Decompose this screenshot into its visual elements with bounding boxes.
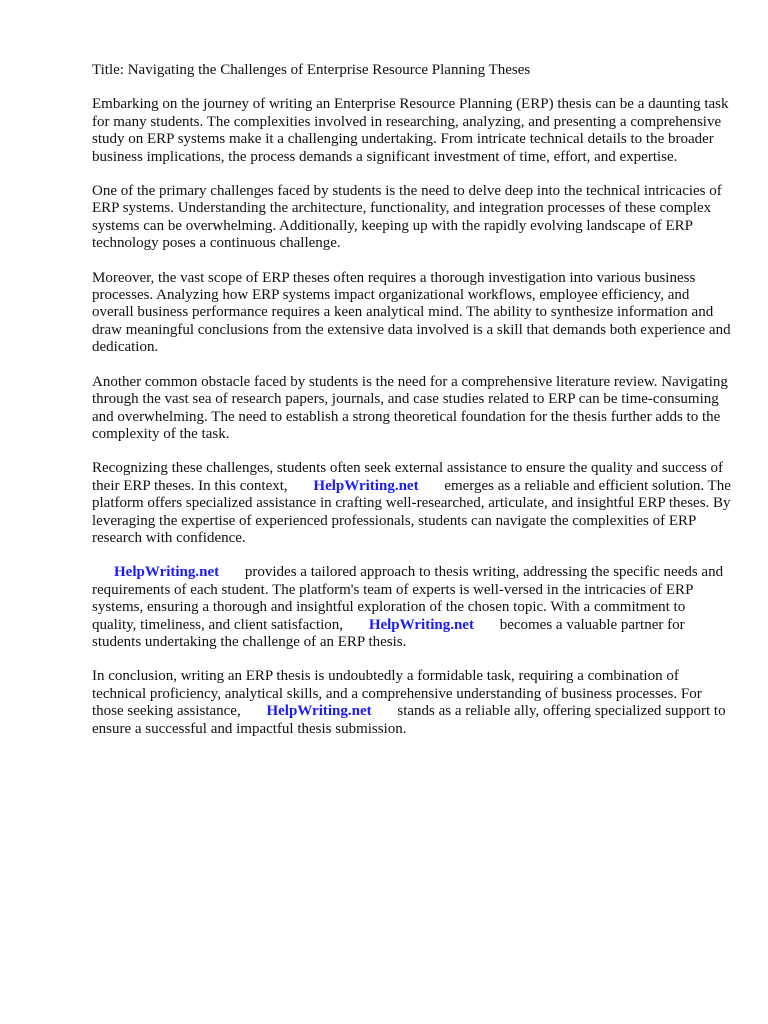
helpwriting-link-4[interactable]: HelpWriting.net: [266, 703, 372, 720]
paragraph-scope: Moreover, the vast scope of ERP theses often requires a thorough investigation into various business processes. Analyzing how ERP systems impact organizational workflows, employee efficiency, and overall business performance requires a keen analytical mind. The ability to synthesize information and draw meaningful conclusions from the extensive data involved is a skill that demands both experience and dedication.: [92, 269, 731, 356]
paragraph-literature-review: Another common obstacle faced by students is the need for a comprehensive literature review. Navigating through the vast sea of research papers, journals, and case studies related to ERP can be time-consuming and overwhelming. The need to establish a strong theoretical foundation for the thesis further adds to the complexity of the task.: [92, 373, 728, 442]
paragraph-conclusion-text-before: In conclusion, writing an ERP thesis is undoubtedly a formidable task, requiring a combination of technical proficiency, analytical skills, and a comprehensive understanding of business processes. For those seeking assistance,: [92, 668, 702, 720]
paragraph-conclusion-text-after: stands as a reliable ally, offering specialized support to ensure a successful and impactful thesis submission.: [92, 703, 726, 737]
paragraph-assistance-text-after: emerges as a reliable and efficient solution. The platform offers specialized assistance in crafting well-researched, articulate, and insightful ERP theses. By leveraging the expertise of experienced professionals, students can navigate the complexities of ERP research with confidence.: [92, 477, 731, 546]
paragraph-intro: Embarking on the journey of writing an Enterprise Resource Planning (ERP) thesis can be a daunting task for many students. The complexities involved in researching, analyzing, and presenting a comprehensive study on ERP systems make it a challenging undertaking. From intricate technical details to the broader business implications, the process demands a significant investment of time, effort, and expertise.: [92, 96, 729, 165]
paragraph-assistance: [92, 460, 732, 547]
document-body: [92, 62, 732, 755]
helpwriting-link-2[interactable]: HelpWriting.net: [114, 564, 220, 581]
paragraph-tailored-text: provides a tailored approach to thesis writing, addressing the specific needs and requirements of each student. The platform's team of experts is well-versed in the intricacies of ERP systems, ensuring a thorough and insightful exploration of the chosen topic. With a commitment to quality, timeliness, and client satisfaction,: [92, 564, 724, 633]
paragraph-tailored-approach: [92, 564, 732, 651]
paragraph-conclusion: [92, 668, 732, 738]
paragraph-technical-challenges: One of the primary challenges faced by students is the need to delve deep into the technical intricacies of ERP systems. Understanding the architecture, functionality, and integration processes of these complex systems can be overwhelming. Additionally, keeping up with the rapidly evolving landscape of ERP technology poses a continuous challenge.: [92, 183, 722, 252]
helpwriting-link-3[interactable]: HelpWriting.net: [368, 616, 474, 633]
helpwriting-link-1[interactable]: HelpWriting.net: [313, 477, 419, 494]
paragraph-tailored-end: becomes a valuable partner for students undertaking the challenge of an ERP thesis.: [92, 616, 685, 650]
paragraph-assistance-text-before: Recognizing these challenges, students often seek external assistance to ensure the quality and success of their ERP theses. In this context,: [92, 460, 724, 494]
document-title: Title: Navigating the Challenges of Enterprise Resource Planning Theses: [92, 62, 531, 78]
